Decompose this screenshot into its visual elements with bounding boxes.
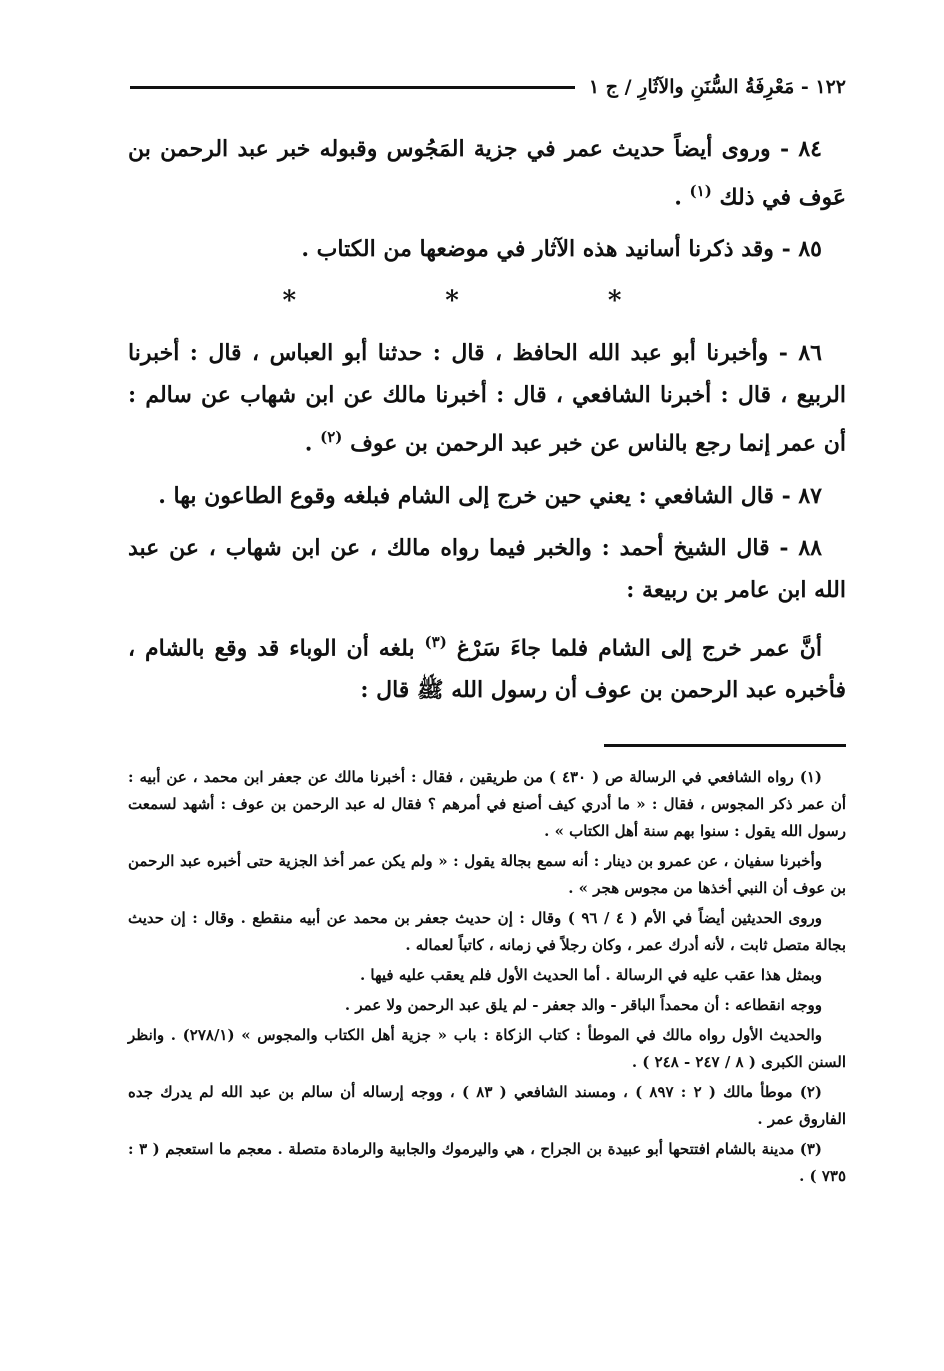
paragraph-88: ٨٨ - قال الشيخ أحمد : والخبر فيما رواه مالك ، عن ابن شهاب ، عن عبد الله ابن عامر بن ربيعة :	[128, 534, 846, 603]
paragraph-89-text-b: بلغه أن الوباء قد وقع بالشام ، فأخبره عبد الرحمن بن عوف أن رسول الله ﷺ قال :	[128, 634, 846, 703]
footnotes	[128, 764, 846, 1193]
paragraph-86-text: ٨٦ - وأخبرنا أبو عبد الله الحافظ ، قال : حدثنا أبو العباس ، قال : أخبرنا الربيع ، قال : أخبرنا الشافعي ، قال : أخبرنا مالك عن ابن شهاب عن سالم : أن عمر إنما رجع بالناس عن خبر عبد الرحمن بن عوف	[128, 340, 846, 457]
footnote-1-part-2: وأخبرنا سفيان ، عن عمرو بن دينار : أنه سمع بجالة يقول : « ولم يكن عمر أخذ الجزية حتى أخبره عبد الرحمن بن عوف أن النبي أخذها من مجوس هجر » .	[128, 852, 846, 897]
footnote-1-part-3: وروى الحديثين أيضاً في الأم ( ٤ / ٩٦ ) وقال : إن حديث جعفر بن محمد عن أبيه منقطع . وقال : إن حديث بجالة متصل ثابت ، لأنه أدرك عمر ، وكان رجلاً في زمانه ، كاتباً لعماله .	[128, 909, 846, 954]
footnote-ref-2: (٢)	[320, 428, 343, 447]
paragraph-84-text: ٨٤ - وروى أيضاً حديث عمر في جزية المَجُوس وقبوله خبر عبد الرحمن بن عَوف في ذلك	[128, 136, 846, 211]
paragraph-86-end: .	[304, 430, 321, 457]
footnote-1-part-6: والحديث الأول رواه مالك في الموطأ : كتاب الزكاة : باب « جزية أهل الكتاب والمجوس » (٢٧٨/١) . وانظر السنن الكبرى ( ٨ / ٢٤٧ - ٢٤٨ ) .	[128, 1026, 846, 1071]
paragraph-86	[128, 332, 846, 464]
paragraph-87: ٨٧ - قال الشافعي : يعني حين خرج إلى الشام فبلغه وقوع الطاعون بها .	[158, 482, 822, 509]
footnote-3: (٣) مدينة بالشام افتتحها أبو عبيدة بن الجراح ، هي واليرموك والجابية والرمادة متصلة . معجم ما استعجم ( ٣ : ٧٣٥ ) .	[128, 1140, 846, 1185]
footnote-1: (١) رواه الشافعي في الرسالة ص ( ٤٣٠ ) من طريقين ، فقال : أخبرنا مالك عن جعفر ابن محمد ، عن أبيه : أن عمر ذكر المجوس ، فقال : « ما أدري كيف أصنع في أمرهم ؟ فقال له عبد الرحمن بن عوف : أشهد لسمعت رسول الله يقول : سنوا بهم سنة أهل الكتاب » .	[128, 768, 846, 840]
running-title: ١٢٢ - مَعْرِفَةُ السُّنَنِ والآثَارِ / ج ١	[588, 76, 846, 98]
page-header	[130, 70, 846, 104]
footnote-separator	[604, 744, 846, 747]
footnote-1-part-5: ووجه انقطاعه : أن محمداً الباقر - والد جعفر - لم يلق عبد الرحمن ولا عمر .	[344, 996, 822, 1014]
paragraph-89-text-a: أنَّ عمر خرج إلى الشام فلما جاءَ سَرْغ	[456, 634, 823, 661]
section-separator: * * *	[282, 286, 692, 317]
footnote-ref-3: (٣)	[424, 632, 447, 651]
header-rule	[130, 86, 575, 89]
footnote-ref-1: (١)	[689, 182, 712, 200]
main-text	[128, 128, 846, 721]
footnote-2: (٢) موطأ مالك ( ٢ : ٨٩٧ ) ، ومسند الشافعي ( ٨٣ ) ، ووجه إرساله أن سالم بن عبد الله لم يدرك جده الفاروق عمر .	[128, 1083, 846, 1128]
footnote-1-part-4: وبمثل هذا عقب عليه في الرسالة . أما الحديث الأول فلم يعقب عليه فيها .	[359, 966, 822, 984]
paragraph-84-end: .	[674, 184, 690, 211]
paragraph-84	[128, 128, 846, 218]
paragraph-85: ٨٥ - وقد ذكرنا أسانيد هذه الآثار في موضعها من الكتاب .	[301, 236, 822, 263]
paragraph-89	[128, 621, 846, 711]
